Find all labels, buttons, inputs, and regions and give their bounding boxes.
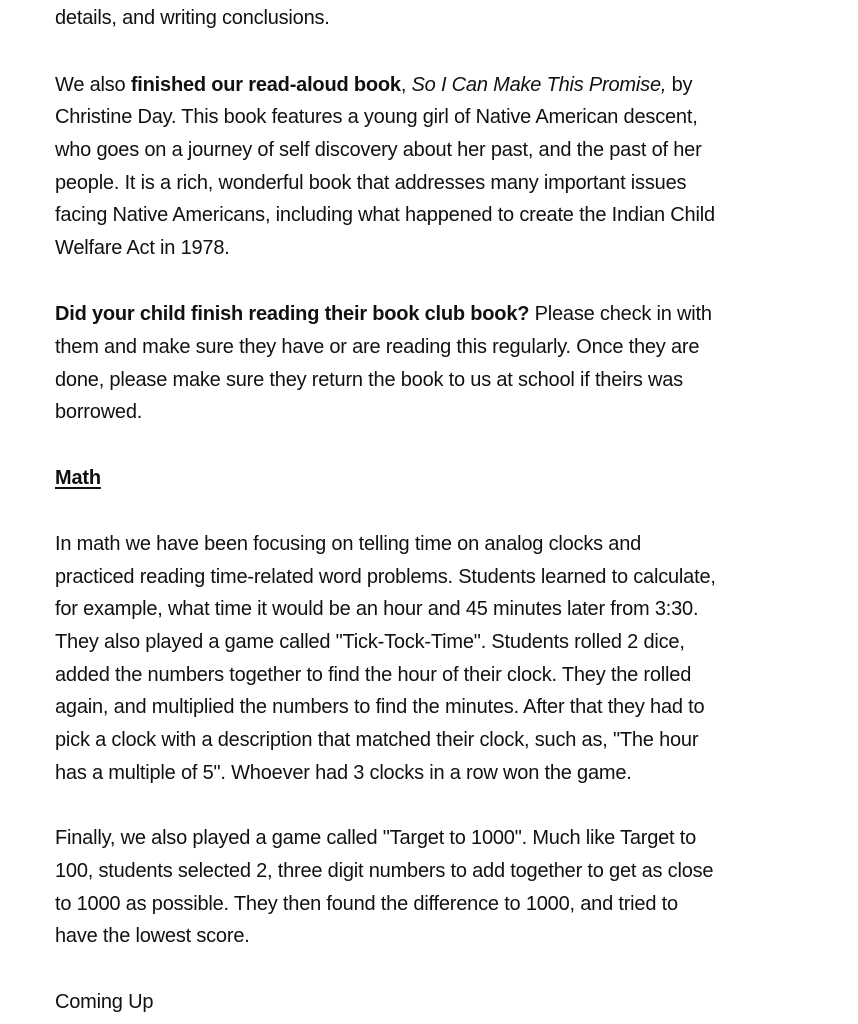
read-aloud-comma: , — [400, 74, 412, 96]
math-line: again, and multiplied the numbers to find the minutes. After that they had to — [55, 696, 705, 718]
intro-tail-line: details, and writing conclusions. — [55, 7, 330, 29]
coming-up-heading: Coming Up — [55, 991, 154, 1013]
math-line: has a multiple of 5". Whoever had 3 clocks in a row won the game. — [55, 762, 632, 784]
math-line: They also played a game called "Tick-Tock-Time". Students rolled 2 dice, — [55, 631, 685, 653]
book-club-line: borrowed. — [55, 401, 143, 423]
read-aloud-bold: finished our read-aloud book — [130, 74, 401, 96]
math-line: for example, what time it would be an hour and 45 minutes later from 3:30. — [55, 598, 699, 620]
read-aloud-line: people. It is a rich, wonderful book that addresses many important issues — [55, 172, 687, 194]
read-aloud-line: facing Native Americans, including what happened to create the Indian Child — [55, 204, 715, 226]
target-line: to 1000 as possible. They then found the difference to 1000, and tried to — [55, 893, 678, 915]
math-heading: Math — [55, 467, 101, 489]
book-club-line: them and make sure they have or are reading this regularly. Once they are — [55, 336, 700, 358]
book-club-line: done, please make sure they return the book to us at school if theirs was — [55, 369, 683, 391]
book-club-rest: Please check in with — [529, 303, 712, 325]
read-aloud-first-line — [55, 69, 692, 102]
math-line: In math we have been focusing on telling time on analog clocks and — [55, 533, 642, 555]
target-line: have the lowest score. — [55, 925, 250, 947]
read-aloud-prefix: We also — [55, 74, 131, 96]
read-aloud-suffix: by — [666, 74, 693, 96]
book-club-first-line — [55, 298, 712, 331]
read-aloud-line: who goes on a journey of self discovery about her past, and the past of her — [55, 139, 702, 161]
read-aloud-line: Welfare Act in 1978. — [55, 237, 230, 259]
target-line: Finally, we also played a game called "Target to 1000". Much like Target to — [55, 827, 697, 849]
math-line: added the numbers together to find the hour of their clock. They the rolled — [55, 664, 692, 686]
book-title: So I Can Make This Promise, — [411, 74, 667, 96]
read-aloud-line: Christine Day. This book features a young girl of Native American descent, — [55, 106, 698, 128]
math-line: practiced reading time-related word problems. Students learned to calculate, — [55, 566, 716, 588]
book-club-question: Did your child finish reading their book club book? — [55, 303, 530, 325]
target-line: 100, students selected 2, three digit numbers to add together to get as close — [55, 860, 714, 882]
math-line: pick a clock with a description that matched their clock, such as, "The hour — [55, 729, 699, 751]
